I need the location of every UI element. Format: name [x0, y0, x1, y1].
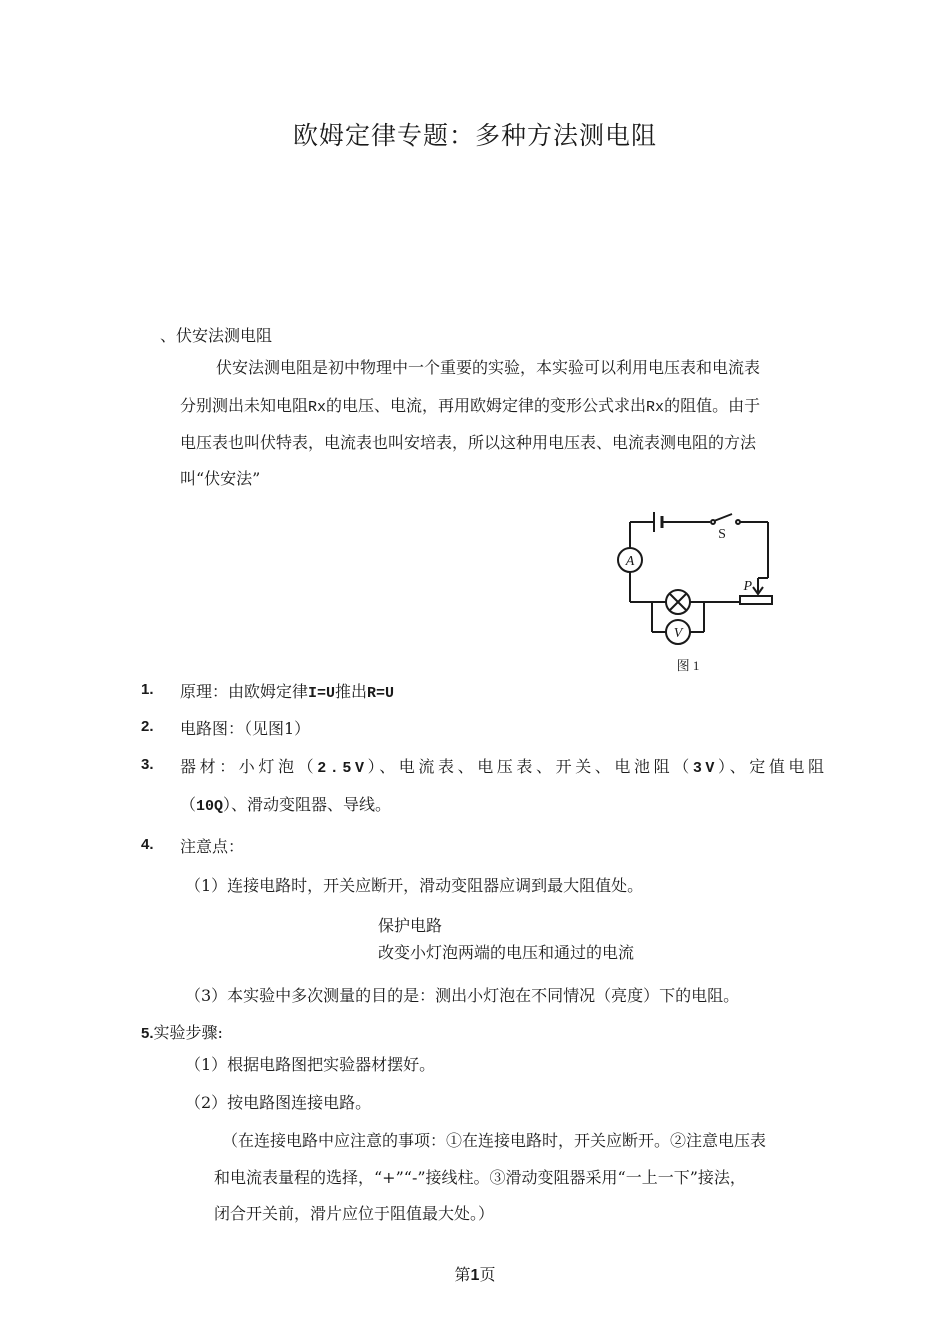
page-footer	[0, 1262, 950, 1285]
item-3-line-2	[180, 792, 391, 815]
footer-post: 页	[479, 1265, 496, 1284]
rx-symbol: Rx	[308, 399, 327, 416]
rheostat-body	[740, 596, 772, 604]
slider-label: P	[743, 579, 752, 594]
formula-1: I=U	[308, 685, 336, 702]
item-number-2: 2.	[141, 718, 154, 735]
intro-line-1: 伏安法测电阻是初中物理中一个重要的实验，本实验可以利用电压表和电流表	[216, 358, 761, 377]
figure-caption: 图 1	[676, 658, 700, 673]
item-3-text-b: ）、电流表、电压表、开关、电池阻（	[367, 757, 693, 776]
item-3-line-1	[180, 754, 828, 777]
value-3v: 3V	[692, 760, 719, 777]
intro-line-2	[180, 393, 760, 416]
intro-line-4: 叫“伏安法”	[180, 469, 261, 488]
footer-pre: 第	[454, 1265, 471, 1284]
ammeter-label: A	[625, 554, 635, 569]
intro-line-3: 电压表也叫伏特表，电流表也叫安培表，所以这种用电压表、电流表测电阻的方法	[180, 433, 757, 452]
item-5-step-1: （1）根据电路图把实验器材摆好。	[185, 1055, 436, 1074]
formula-2: R=U	[367, 685, 395, 702]
section-heading: 、伏安法测电阻	[160, 326, 273, 345]
circuit-diagram	[612, 510, 802, 673]
value-10q: 10Q	[196, 798, 224, 815]
item-1	[180, 679, 394, 702]
item-1-mid: 推出	[335, 682, 368, 701]
intro-line-2a: 分别测出未知电阻	[180, 396, 309, 415]
voltmeter-label: V	[673, 626, 683, 641]
rx-symbol-2: Rx	[646, 399, 665, 416]
item-5-note-3: 闭合开关前，滑片应位于阻值最大处。）	[214, 1204, 495, 1223]
item-number-5: 5.	[141, 1025, 154, 1042]
item-5-step-2: （2）按电路图连接电路。	[185, 1093, 372, 1112]
item-number-1: 1.	[141, 681, 154, 698]
item-5-note-2: 和电流表量程的选择，“+”“-”接线柱。③滑动变阻器采用“一上一下”接法，	[214, 1168, 746, 1187]
item-3-text-a: 器材：小灯泡（	[180, 757, 318, 776]
switch-blade	[714, 514, 732, 521]
value-2-5v: 2.5V	[317, 760, 368, 777]
intro-line-2c: 的阻值。由于	[664, 396, 761, 415]
item-5	[141, 1020, 223, 1043]
item-number-4: 4.	[141, 836, 154, 853]
item-4-point-3: （3）本实验中多次测量的目的是：测出小灯泡在不同情况（亮度）下的电阻。	[185, 986, 740, 1005]
switch-label: S	[718, 527, 726, 542]
item-4-sub-1: 保护电路	[378, 916, 443, 935]
item-4: 注意点：	[180, 837, 245, 856]
item-5-note-1: （在连接电路中应注意的事项：①在连接电路时，开关应断开。②注意电压表	[222, 1131, 767, 1150]
page-title: 欧姆定律专题：多种方法测电阻	[292, 121, 657, 150]
item-4-sub-2: 改变小灯泡两端的电压和通过的电流	[378, 943, 635, 962]
item-1-text: 原理：由欧姆定律	[180, 682, 309, 701]
page-number: 1	[470, 1267, 480, 1284]
item-number-3: 3.	[141, 756, 154, 773]
item-5-text: 实验步骤:	[153, 1023, 223, 1042]
item-3-text-c: ）、定值电阻	[718, 757, 828, 776]
item-4-point-1: （1）连接电路时，开关应断开，滑动变阻器应调到最大阻值处。	[185, 876, 644, 895]
item-3-text-d: （	[180, 795, 197, 814]
switch-contact-right	[736, 520, 740, 524]
item-2: 电路图：（见图1）	[180, 719, 311, 738]
intro-line-2b: 的电压、电流，再用欧姆定律的变形公式求出	[326, 396, 647, 415]
item-3-text-e: ）、滑动变阻器、导线。	[223, 795, 392, 814]
